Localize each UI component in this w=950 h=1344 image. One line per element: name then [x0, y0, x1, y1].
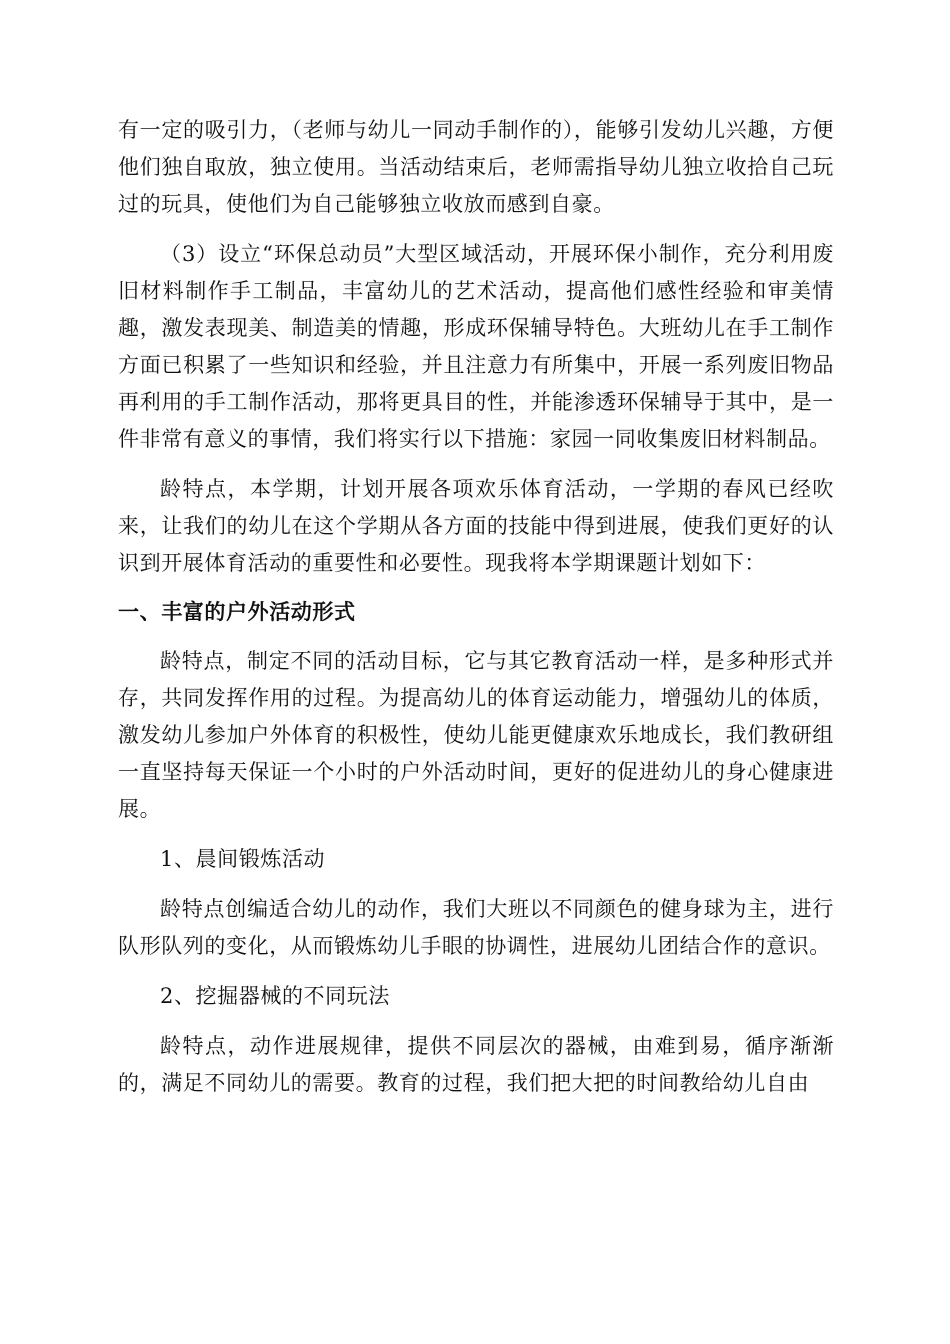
- subheading-equipment-play: 2、挖掘器械的不同玩法: [160, 984, 390, 1008]
- section-heading-outdoor: 一、丰富的户外活动形式: [118, 600, 356, 624]
- subheading-morning-exercise: 1、晨间锻炼活动: [160, 847, 326, 871]
- paragraph-morning-exercise: 龄特点创编适合幼儿的动作，我们大班以不同颜色的健身球为主，进行队形队列的变化，从而锻炼幼儿手眼的协调性，进展幼儿团结合作的意识。: [118, 897, 834, 958]
- paragraph-toy-storage: 有一定的吸引力，（老师与幼儿一同动手制作的），能够引发幼儿兴趣，方便他们独自取放，独立使用。当活动结束后，老师需指导幼儿独立收拾自己玩过的玩具，使他们为自己能够独立收放而感到自豪。: [118, 118, 834, 216]
- paragraph-outdoor-goals: 龄特点，制定不同的活动目标，它与其它教育活动一样，是多种形式并存，共同发挥作用的过程。为提高幼儿的体育运动能力，增强幼儿的体质，激发幼儿参加户外体育的积极性，使幼儿能更健康欢乐地成长，我们教研组一直坚持每天保证一个小时的户外活动时间，更好的促进幼儿的身心健康进展。: [118, 649, 834, 821]
- paragraph-pe-plan: 龄特点，本学期，计划开展各项欢乐体育活动，一学期的春风已经吹来，让我们的幼儿在这个学期从各方面的技能中得到进展，使我们更好的认识到开展体育活动的重要性和必要性。现我将本学期课题计划如下：: [118, 477, 834, 575]
- paragraph-eco-activity: （3）设立“环保总动员”大型区域活动，开展环保小制作，充分利用废旧材料制作手工制品，丰富幼儿的艺术活动，提高他们感性经验和审美情趣，激发表现美、制造美的情趣，形成环保辅导特色。大班幼儿在手工制作方面已积累了一些知识和经验，并且注意力有所集中，开展一系列废旧物品再利用的手工制作活动，那将更具目的性，并能渗透环保辅导于其中，是一件非常有意义的事情，我们将实行以下措施：家园一同收集废旧材料制品。: [118, 242, 834, 451]
- paragraph-equipment-play: 龄特点，动作进展规律，提供不同层次的器械，由难到易，循序渐渐的，满足不同幼儿的需要。教育的过程，我们把大把的时间教给幼儿自由: [118, 1034, 834, 1095]
- document-page: [118, 112, 834, 1102]
